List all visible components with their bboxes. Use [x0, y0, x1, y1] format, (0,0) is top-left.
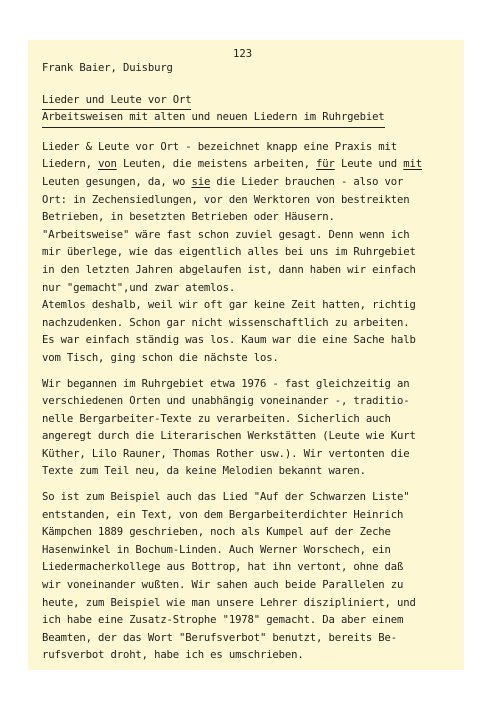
article-subtitle: Arbeitsweisen mit alten und neuen Liedern im Ruhrgebiet [42, 109, 385, 128]
paragraph-2: Wir begannen im Ruhrgebiet etwa 1976 - fast gleichzeitig an verschiedenen Orten und unabhängig voneinander -, traditio- nelle Bergarbeiter-Texte zu verarbeiten. Sicherlich auch angeregt durch die Literarischen Werkstätten (Leute wie Kurt Küther, Lilo Rauner, Thomas Rother usw.). Wir vertonten die Texte zum Teil neu, da keine Melodien bekannt waren. [42, 377, 416, 478]
typewritten-page [28, 40, 464, 670]
emphasis-mit: mit [403, 158, 422, 171]
emphasis-sie: sie [191, 175, 211, 188]
page-number: 123 [233, 48, 253, 60]
emphasis-fuer: für [316, 158, 335, 171]
article-title: Lieder und Leute vor Ort [42, 92, 191, 111]
paragraph-3: So ist zum Beispiel auch das Lied "Auf der Schwarzen Liste" entstanden, ein Text, von dem Bergarbeiterdichter Heinrich Kämpchen 1889 geschrieben, noch als Kumpel auf der Zeche Hasenwinkel in Bochum-Linden. Auch Werner Worschech, ein Liedermacherkollege aus Bottrop, hat ihn vertont, ohne daß wir voneinander wußten. Wir sahen auch beide Parallelen zu heute, zum Beispiel wie man unsere Lehrer diszipliniert, und ich habe eine Zusatz-Strophe "1978" gemacht. Da aber einem Beamten, der das Wort "Berufsverbot" benutzt, bereits Be- rufsverbot droht, habe ich es umschrieben. [42, 491, 416, 662]
page-text [42, 60, 467, 665]
author-line: Frank Baier, Duisburg [42, 62, 173, 74]
paragraph-1: Lieder & Leute vor Ort - bezeichnet knapp eine Praxis mit Liedern, von Leuten, die meistens arbeiten, für Leute und mit Leuten gesungen, da, wo sie die Lieder brauchen - also vor Ort: in Zechensiedlungen, vor den Werktoren von bestreikten Betrieben, in besetzten Betrieben oder Häusern. "Arbeitsweise" wäre fast schon zuviel gesagt. Denn wenn ich mir überlege, wie das eigentlich alles bei uns im Ruhrgebiet in den letzten Jahren abgelaufen ist, dann haben wir einfach nur "gemacht",und zwar atemlos. Atemlos deshalb, weil wir oft gar keine Zeit hatten, richtig nachzudenken. Schon gar nicht wissenschaftlich zu arbeiten. Es war einfach ständig was los. Kaum war die eine Sache halb vom Tisch, ging schon die nächste los. [42, 140, 422, 364]
emphasis-von: von [98, 158, 117, 171]
